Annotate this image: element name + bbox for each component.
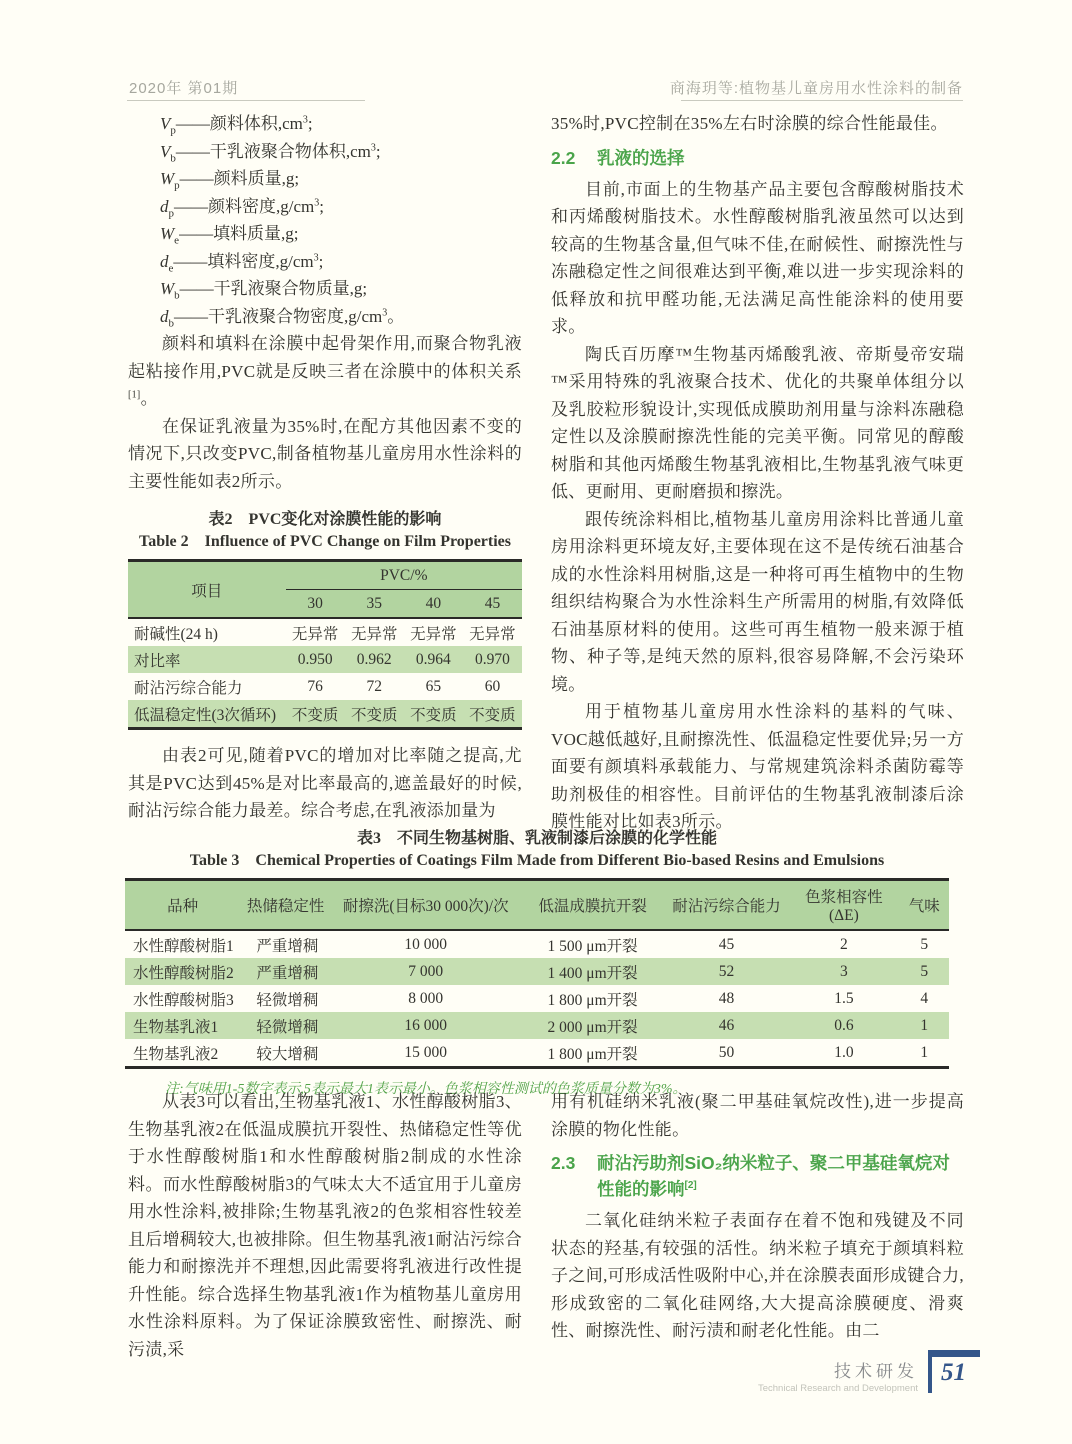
table-row: 低温稳定性(3次循环) 不变质 不变质 不变质 不变质 [128,700,522,729]
definition-line: $W_b——$干乳液聚合物质量,g; [160,279,368,302]
table3-column-header: 热储稳定性 [240,880,331,931]
table2-pvc-column: 30 [286,590,345,619]
table2-pvc-column: 45 [463,590,522,619]
table-row: 对比率 0.950 0.962 0.964 0.970 [128,646,522,673]
left-paragraphs [128,330,522,495]
table2 [128,559,522,730]
left-column [128,110,522,825]
paragraph-after-table2: 由表2可见,随着PVC的增加对比率随之提高,尤其是PVC达到45%是对比率最高的,遮盖最好的时候,耐沾污综合能力最差。综合考虑,在乳液添加量为 [128,746,522,820]
header-issue: 2020年 第01期 [129,80,239,97]
footer-label-en: Technical Research and Development [757,1383,918,1394]
header-running-title: 商海玥等:植物基儿童房用水性涂料的制备 [669,80,963,97]
table2-title-cn: 表2 PVC变化对涂膜性能的影响 [208,511,442,528]
section-heading-2-2 [551,145,964,171]
paragraph: 目前,市面上的生物基产品主要包含醇酸树脂技术和丙烯酸树脂技术。水性醇酸树脂乳液虽然可以达到较高的生物基含量,但气味不佳,在耐候性、耐擦洗性与冻融稳定性之间很难达到平衡,难以进一步实现涂料的低释放和抗甲醛功能,无法满足高性能涂料的使用要求。 [551,179,964,336]
definitions-list [128,110,522,330]
right-paragraphs [551,176,964,836]
table2-pvc-column: 35 [345,590,404,619]
paragraph: 二氧化硅纳米粒子表面存在着不饱和残键及不同状态的羟基,有较强的活性。纳米粒子填充于颜填料粒子之间,可形成活性吸附中心,并在涂膜表面形成键合力,形成致密的二氧化硅网络,大大提高涂膜硬度、滑爽性、耐擦洗性、耐污渍和耐老化性能。由二 [551,1211,964,1340]
table3-title-cn: 表3 不同生物基树脂、乳液制漆后涂膜的化学性能 [356,830,717,847]
table2-title-en: Table 2 Influence of PVC Change on Film Properties [139,533,511,550]
bottom-left-column [128,1088,522,1363]
definition-line: $V_p——$颜料体积$,cm^3$; [160,114,313,137]
header-rule-right [681,100,963,101]
definition-line: $d_p——$颜料密度$,g/cm^3$; [160,196,324,219]
bottom-right-column [551,1088,964,1345]
table2-group-header: PVC/% [286,561,522,590]
paragraph: 从表3可以看出,生物基乳液1、水性醇酸树脂3、生物基乳液2在低温成膜抗开裂性、热储稳定性等优于水性醇酸树脂1和水性醇酸树脂2制成的水性涂料。而水性醇酸树脂3的气味太大不适宜用于儿童房用水性涂料,被排除;生物基乳液2的色浆相容性较差且后增稠较大,也被排除。但生物基乳液1耐沾污综合能力和耐擦洗并不理想,因此需要将乳液进行改性提升性能。综合选择生物基乳液1作为植物基儿童房用水性涂料原料。为了保证涂膜致密性、耐擦洗、耐污渍,采 [128,1092,522,1359]
table2-block [128,509,522,730]
page-footer [730,1350,980,1394]
section-number: 2.3 [551,1153,576,1173]
footer-label-cn: 技术研发 [834,1362,918,1381]
table2-pvc-column: 40 [404,590,463,619]
table-row: 耐碱性(24 h) 无异常 无异常 无异常 无异常 [128,618,522,646]
footer-label [758,1350,918,1394]
table-row: 水性醇酸树脂3 轻微增稠 8 000 1 800 μm开裂 48 1.5 4 [133,989,929,1009]
table3-body [125,930,949,1068]
section-title: 耐沾污助剂SiO₂纳米粒子、聚二甲基硅氧烷对性能的影响[2] [597,1153,950,1199]
table3-column-header: 低温成膜抗开裂 [521,880,665,931]
definition-line: $V_b——$干乳液聚合物体积$,cm^3$; [160,141,381,164]
table-row: 生物基乳液2 较大增稠 15 000 1 800 μm开裂 50 1.0 1 [133,1043,929,1063]
table3-block [125,828,949,1098]
table3-column-header: 耐沾污综合能力 [665,880,789,931]
table-row: 水性醇酸树脂1 严重增稠 10 000 1 500 μm开裂 45 2 5 [125,930,949,958]
table-row: 耐沾污综合能力 76 72 65 60 [134,677,501,697]
table3 [125,878,949,1069]
header-rule-left [127,100,365,101]
table-row: 水性醇酸树脂2 严重增稠 7 000 1 400 μm开裂 52 3 5 [125,958,949,985]
table2-body [128,618,522,729]
table-row: 生物基乳液1 轻微增稠 16 000 2 000 μm开裂 46 0.6 1 [125,1012,949,1039]
table3-column-header: 品种 [125,880,240,931]
definition-line: $d_b——$干乳液聚合物密度$,g/cm^3$。 [160,306,405,329]
paragraph-continuation: 35%时,PVC控制在35%左右时涂膜的综合性能最佳。 [551,114,948,133]
table2-item-header: 项目 [128,561,286,619]
section-heading-2-3 [551,1150,964,1202]
table3-header-row [125,880,949,931]
table3-column-header: 耐擦洗(目标30 000次)/次 [331,880,521,931]
right-column [551,110,964,836]
table3-title-en: Table 3 Chemical Properties of Coatings Film Made from Different Bio-based Resins and Emulsions [189,852,885,869]
paragraph: 陶氏百历摩™生物基丙烯酸乳液、帝斯曼帝安瑞™采用特殊的乳液聚合技术、优化的共聚单体组分以及乳胶粒形貌设计,实现低成膜助剂用量与涂料冻融稳定性以及涂膜耐擦洗性能的完美平衡。同常见的醇酸树脂和其他丙烯酸生物基乳液相比,生物基乳液气味更低、更耐用、更耐磨损和擦洗。 [551,344,964,501]
section-number: 2.2 [551,147,576,168]
paragraph: 跟传统涂料相比,植物基儿童房用涂料比普通儿童房用涂料更环境友好,主要体现在这不是传统石油基合成的水性涂料用树脂,这是一种将可再生植物中的生物组织结构聚合为水性涂料生产所需用的树脂,有效降低石油基原材料的使用。这些可再生植物一般来源于植物、种子等,是纯天然的原料,很容易降解,不会污染环境。 [551,509,964,694]
definition-line: $W_e——$填料质量,g; [160,224,299,247]
paragraph: 在保证乳液量为35%时,在配方其他因素不变的情况下,只改变PVC,制备植物基儿童房用水性涂料的主要性能如表2所示。 [128,416,522,491]
paragraph: 颜料和填料在涂膜中起骨架作用,而聚合物乳液起粘接作用,PVC就是反映三者在涂膜中的体积关系[1]。 [128,334,522,408]
section-title: 乳液的选择 [597,147,685,168]
table3-column-header: 气味 [900,880,949,931]
paragraph: 用于植物基儿童房用水性涂料的基料的气味、VOC越低越好,且耐擦洗性、低温稳定性要优异;另一方面要有颜填料承载能力、与常规建筑涂料杀菌防霉等助剂极佳的相容性。目前评估的生物基乳液制漆后涂膜性能对比如表3所示。 [551,702,964,831]
paragraph-continuation: 用有机硅纳米乳液(聚二甲基硅氧烷改性),进一步提高涂膜的物化性能。 [551,1092,964,1139]
definition-line: $d_e——$填料密度$,g/cm^3$; [160,251,324,274]
definition-line: $W_p——$颜料质量,g; [160,169,300,192]
table3-column-header: 色浆相容性(ΔE) [788,880,899,931]
page-number: 51 [928,1350,980,1393]
table3-note: 注:气味用1-5数字表示,5表示最大1表示最小。色浆相容性测试的色浆质量分数为3%。 [165,1082,687,1097]
